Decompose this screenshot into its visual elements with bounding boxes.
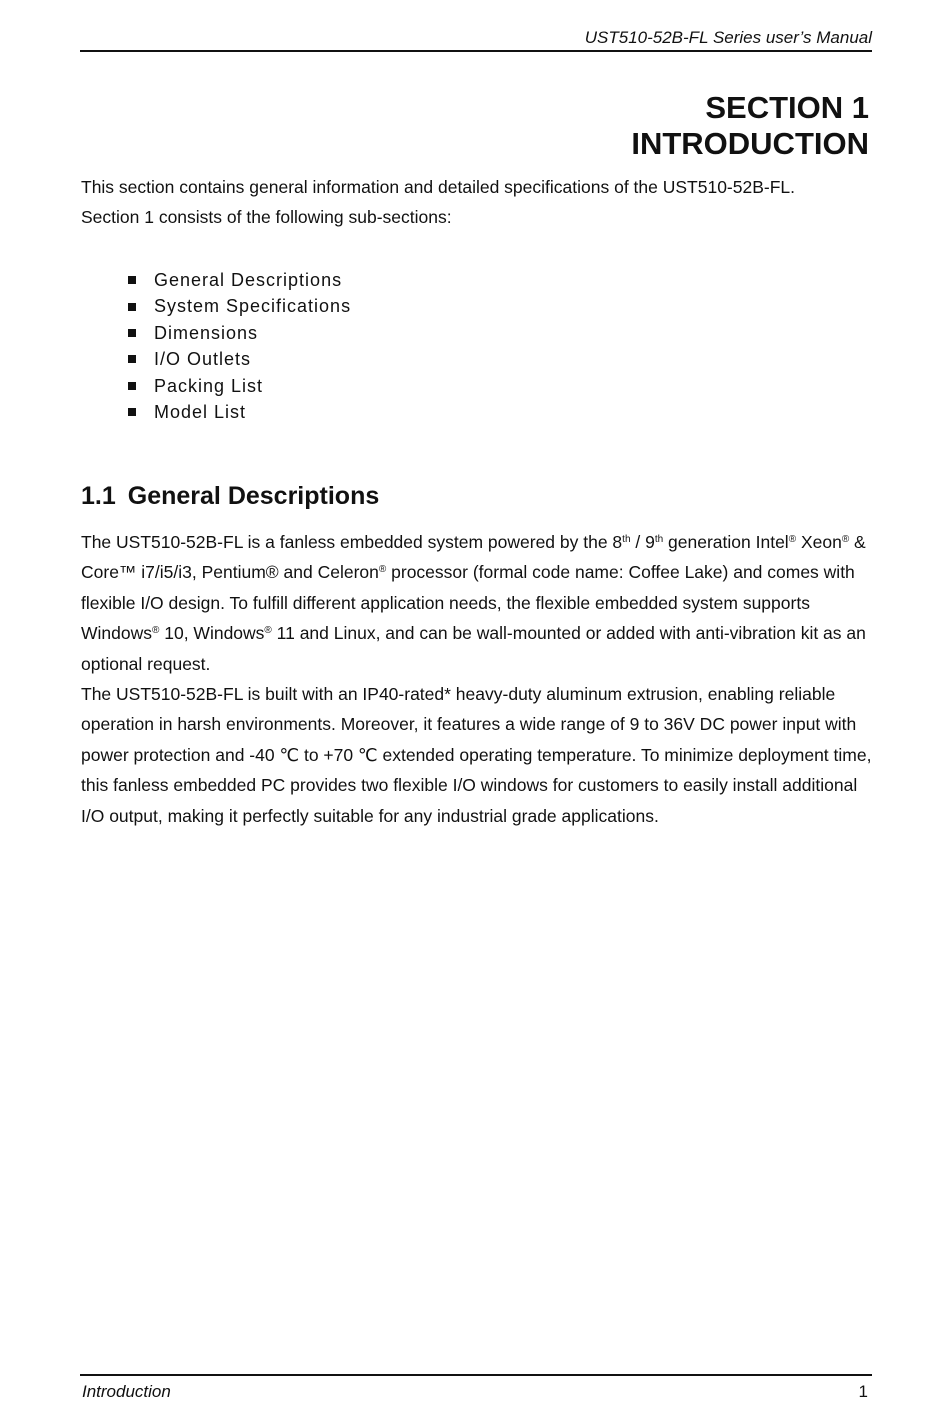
page-number: 1 [858, 1382, 868, 1401]
list-item: Packing List [128, 373, 351, 399]
subsection-title: General Descriptions [127, 482, 380, 510]
square-bullet-icon [128, 303, 136, 311]
subsection-heading [81, 480, 379, 512]
square-bullet-icon [128, 382, 136, 390]
list-item: I/O Outlets [128, 346, 351, 372]
list-item: Model List [128, 399, 351, 425]
section-name: INTRODUCTION [631, 126, 869, 161]
intro-line-2: Section 1 consists of the following sub-sections: [81, 207, 452, 227]
section-intro [81, 172, 871, 232]
section-title [80, 90, 869, 162]
intro-line-1: This section contains general information and detailed specifications of the UST510-52B-FL. [81, 177, 796, 197]
section-number: SECTION 1 [705, 90, 869, 125]
subsection-list [128, 267, 351, 425]
paragraph-2: The UST510-52B-FL is built with an IP40-rated* heavy-duty aluminum extrusion, enabling reliable operation in harsh environments. Moreover, it features a wide range of 9 to 36V DC power input with power protection and -40 ℃ to +70 ℃ extended operating temperature. To minimize deployment time, this fanless embedded PC provides two flexible I/O windows for customers to easily install additional I/O output, making it perfectly suitable for any industrial grade applications. [81, 684, 872, 826]
square-bullet-icon [128, 276, 136, 284]
page-header [80, 26, 872, 52]
list-item: Dimensions [128, 320, 351, 346]
manual-title: UST510-52B-FL Series user’s Manual [584, 28, 872, 47]
general-descriptions-body [81, 527, 873, 831]
square-bullet-icon [128, 329, 136, 337]
paragraph-1: The UST510-52B-FL is a fanless embedded system powered by the 8th / 9th generation Intel® Xeon® & Core™ i7/i5/i3, Pentium® and Celeron® processor (formal code name: Coffee Lake) and comes with flexible I/O design. To fulfill different application needs, the flexible embedded system supports Windows® 10, Windows® 11 and Linux, and can be wall-mounted or added with anti-vibration kit as an optional request. [81, 532, 866, 674]
square-bullet-icon [128, 355, 136, 363]
square-bullet-icon [128, 408, 136, 416]
list-item: General Descriptions [128, 267, 351, 293]
page-footer [80, 1374, 872, 1404]
footer-section-name: Introduction [82, 1382, 171, 1401]
subsection-number: 1.1 [81, 482, 116, 510]
list-item: System Specifications [128, 293, 351, 319]
